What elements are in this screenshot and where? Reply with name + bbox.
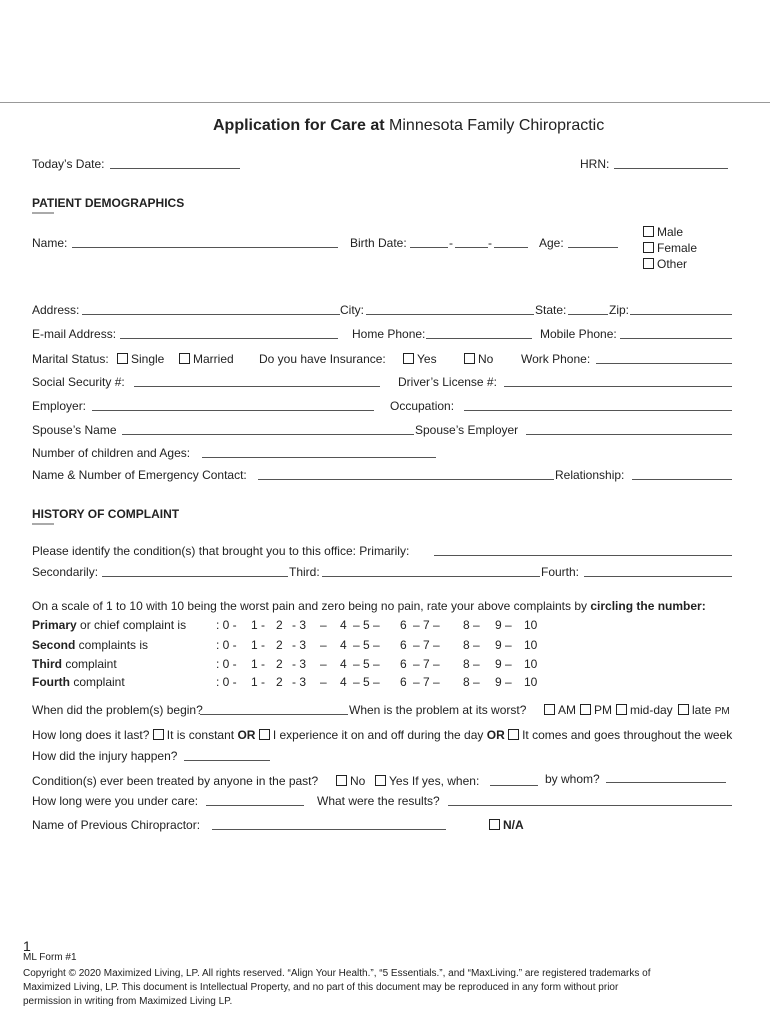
occupation-field[interactable] (464, 410, 732, 411)
checkbox-icon (544, 704, 555, 715)
rating-value[interactable]: – (320, 657, 327, 671)
rating-value[interactable]: 6 (400, 618, 407, 632)
rating-value[interactable]: - 3 (292, 638, 307, 652)
rating-row-rest: complaints is (75, 638, 149, 652)
ssn-field[interactable] (134, 386, 380, 387)
rating-value[interactable]: : 0 - (216, 618, 237, 632)
third-field[interactable] (322, 576, 540, 577)
secondarily-field[interactable] (102, 576, 288, 577)
checkbox-icon (643, 242, 654, 253)
rating-value[interactable]: 2 (276, 657, 283, 671)
worst-late-label: late (692, 703, 712, 717)
treated-yes-label: Yes If yes, when: (389, 774, 480, 788)
zip-field[interactable] (630, 314, 732, 315)
relationship-field[interactable] (632, 479, 732, 480)
comes-goes-option[interactable] (508, 728, 732, 742)
work-phone-label: Work Phone: (521, 352, 591, 366)
results-field[interactable] (448, 805, 732, 806)
scale-intro-text: On a scale of 1 to 10 with 10 being the worst pain and zero being no pain, rate your above complaints by (32, 599, 588, 613)
home-phone-label: Home Phone: (352, 327, 426, 341)
rating-value[interactable]: 2 (276, 675, 283, 689)
rating-value[interactable]: : 0 - (216, 657, 237, 671)
page-number: 1 (23, 938, 31, 954)
fourth-field[interactable] (584, 576, 732, 577)
rating-value[interactable]: – 7 – (413, 657, 440, 671)
hrn-field[interactable] (614, 168, 728, 169)
worst-pm-label: PM (594, 703, 612, 717)
insurance-no-label: No (478, 352, 494, 366)
how-injury-label: How did the injury happen? (32, 749, 178, 763)
rating-value[interactable]: – 5 – (353, 657, 380, 671)
insurance-yes-label: Yes (417, 352, 437, 366)
fourth-label: Fourth: (541, 565, 580, 579)
rating-value[interactable]: 6 (400, 638, 407, 652)
rating-value[interactable]: – 7 – (413, 638, 440, 652)
rating-value[interactable]: 1 - (251, 638, 266, 652)
treated-no[interactable] (336, 774, 365, 788)
state-label: State: (535, 303, 567, 317)
treated-yes[interactable] (375, 774, 479, 788)
checkbox-icon (464, 353, 475, 364)
rating-row-rest: or chief complaint is (76, 618, 187, 632)
constant-option[interactable] (153, 728, 234, 742)
rating-value[interactable]: 10 (524, 675, 538, 689)
city-label: City: (340, 303, 364, 317)
primarily-field[interactable] (434, 555, 732, 556)
rating-value[interactable]: 6 (400, 675, 407, 689)
rating-value[interactable]: 1 - (251, 657, 266, 671)
relationship-label: Relationship: (555, 468, 625, 482)
how-long-care-field[interactable] (206, 805, 304, 806)
insurance-yes[interactable] (403, 352, 437, 366)
worst-midday-label: mid-day (630, 703, 673, 717)
prev-chiro-label: Name of Previous Chiropractor: (32, 818, 201, 832)
checkbox-icon (336, 775, 347, 786)
how-long-last-row (32, 728, 732, 742)
address-field[interactable] (82, 314, 340, 315)
rating-value[interactable]: 1 - (251, 675, 266, 689)
rating-value[interactable]: 8 – (463, 675, 480, 689)
na-option[interactable] (489, 818, 524, 832)
children-field[interactable] (202, 457, 436, 458)
checkbox-icon (580, 704, 591, 715)
worst-late-pm-label: PM (714, 706, 730, 717)
gender-male-label: Male (657, 225, 684, 239)
by-whom-field[interactable] (606, 782, 726, 783)
gender-other[interactable] (643, 257, 687, 271)
secondarily-label: Secondarily: (32, 565, 99, 579)
rating-value[interactable]: – (320, 618, 327, 632)
spouse-employer-field[interactable] (526, 434, 732, 435)
marital-married[interactable] (179, 352, 234, 366)
spouse-name-label: Spouse’s Name (32, 423, 117, 437)
zip-label: Zip: (609, 303, 630, 317)
how-long-last-label: How long does it last? (32, 728, 150, 742)
birth-day-field[interactable] (455, 247, 488, 248)
rating-value[interactable]: – (320, 638, 327, 652)
insurance-no[interactable] (464, 352, 493, 366)
checkbox-icon (259, 729, 270, 740)
birth-year-field[interactable] (494, 247, 528, 248)
gender-female-label: Female (657, 241, 698, 255)
page-title (213, 117, 604, 135)
license-label: Driver’s License #: (398, 375, 497, 389)
copyright-line-3: permission in writing from Maximized Living LP. (23, 996, 233, 1007)
when-worst-label: When is the problem at its worst? (349, 703, 527, 717)
rating-row-bold: Fourth (32, 675, 70, 689)
worst-late[interactable] (678, 703, 730, 717)
title-clinic: Minnesota Family Chiropractic (389, 117, 605, 134)
comes-goes-label: It comes and goes throughout the week (522, 728, 733, 742)
rating-row-bold: Second (32, 638, 76, 652)
rating-value[interactable]: 4 (340, 638, 347, 652)
rating-value[interactable]: 10 (524, 638, 538, 652)
employer-field[interactable] (92, 410, 374, 411)
occupation-label: Occupation: (390, 399, 455, 413)
employer-label: Employer: (32, 399, 87, 413)
checkbox-icon (678, 704, 689, 715)
birth-month-field[interactable] (410, 247, 448, 248)
checkbox-icon (375, 775, 386, 786)
rating-value[interactable]: 10 (524, 657, 538, 671)
scale-intro-bold: circling the number: (590, 599, 706, 613)
on-off-option[interactable] (259, 728, 484, 742)
checkbox-icon (179, 353, 190, 364)
spouse-name-field[interactable] (122, 434, 414, 435)
worst-am[interactable] (544, 703, 576, 717)
gender-other-label: Other (657, 257, 688, 271)
or-label-2: OR (486, 728, 505, 742)
name-field[interactable] (72, 247, 338, 248)
marital-status-label: Marital Status: (32, 352, 109, 366)
checkbox-icon (643, 258, 654, 269)
name-label: Name: (32, 236, 68, 250)
rating-row-label (32, 618, 186, 632)
home-phone-field[interactable] (426, 338, 532, 339)
rating-value[interactable]: 4 (340, 618, 347, 632)
complaint-heading-underline (32, 523, 54, 525)
todays-date-label: Today’s Date: (32, 157, 105, 171)
rating-value[interactable]: 8 – (463, 638, 480, 652)
how-injury-field[interactable] (184, 760, 270, 761)
or-label-1: OR (237, 728, 256, 742)
rating-row-rest: complaint (62, 657, 117, 671)
emergency-field[interactable] (258, 479, 554, 480)
mobile-phone-field[interactable] (620, 338, 732, 339)
complaint-heading: HISTORY OF COMPLAINT (32, 507, 180, 521)
marital-single-label: Single (131, 352, 165, 366)
hrn-label: HRN: (580, 157, 610, 171)
identify-label: Please identify the condition(s) that brought you to this office: Primarily: (32, 544, 410, 558)
ssn-label: Social Security #: (32, 375, 125, 389)
checkbox-icon (489, 819, 500, 830)
prev-chiro-field[interactable] (212, 829, 446, 830)
title-prefix: Application for Care at (213, 117, 385, 134)
rating-value[interactable]: 9 – (495, 638, 512, 652)
rating-row-label (32, 638, 148, 652)
insurance-label: Do you have Insurance: (259, 352, 386, 366)
rating-value[interactable]: 4 (340, 675, 347, 689)
rating-row-label (32, 675, 125, 689)
treated-label: Condition(s) ever been treated by anyone in the past? (32, 774, 319, 788)
rating-value[interactable]: – 5 – (353, 638, 380, 652)
gender-male[interactable] (643, 225, 683, 239)
birth-dash-1: - (449, 236, 453, 250)
how-long-care-label: How long were you under care: (32, 794, 199, 808)
results-label: What were the results? (317, 794, 440, 808)
rating-value[interactable]: 10 (524, 618, 538, 632)
mobile-phone-label: Mobile Phone: (540, 327, 617, 341)
rating-value[interactable]: 9 – (495, 657, 512, 671)
treated-no-label: No (350, 774, 366, 788)
rating-row-bold: Primary (32, 618, 77, 632)
worst-am-label: AM (558, 703, 576, 717)
copyright-line-1: Copyright © 2020 Maximized Living, LP. All rights reserved. “Align Your Health.”, “5 Essentials.”, and “MaxLiving.” are registered trademarks of (23, 968, 651, 979)
marital-single[interactable] (117, 352, 164, 366)
top-rule (0, 102, 770, 103)
rating-value[interactable]: 9 – (495, 618, 512, 632)
form-id: ML Form #1 (23, 952, 77, 963)
children-label: Number of children and Ages: (32, 446, 191, 460)
age-field[interactable] (568, 247, 618, 248)
checkbox-icon (508, 729, 519, 740)
birth-dash-2: - (488, 236, 492, 250)
when-begin-label: When did the problem(s) begin? (32, 703, 203, 717)
rating-value[interactable]: 4 (340, 657, 347, 671)
rating-value[interactable]: – (320, 675, 327, 689)
checkbox-icon (153, 729, 164, 740)
na-label: N/A (503, 818, 524, 832)
treated-when-field[interactable] (490, 785, 538, 786)
rating-value[interactable]: – 5 – (353, 675, 380, 689)
rating-value[interactable]: 9 – (495, 675, 512, 689)
city-field[interactable] (366, 314, 534, 315)
checkbox-icon (643, 226, 654, 237)
rating-value[interactable]: - 3 (292, 618, 307, 632)
demographics-heading-underline (32, 212, 54, 214)
third-label: Third: (289, 565, 320, 579)
rating-row-rest: complaint (70, 675, 125, 689)
on-off-label: I experience it on and off during the day (272, 728, 484, 742)
birth-date-label: Birth Date: (350, 236, 407, 250)
constant-label: It is constant (166, 728, 235, 742)
emergency-label: Name & Number of Emergency Contact: (32, 468, 247, 482)
rating-value[interactable]: 8 – (463, 618, 480, 632)
rating-value[interactable]: – 7 – (413, 618, 440, 632)
demographics-heading: PATIENT DEMOGRAPHICS (32, 196, 185, 210)
checkbox-icon (403, 353, 414, 364)
marital-married-label: Married (193, 352, 234, 366)
address-label: Address: (32, 303, 80, 317)
rating-value[interactable]: : 0 - (216, 675, 237, 689)
email-field[interactable] (120, 338, 338, 339)
rating-value[interactable]: 6 (400, 657, 407, 671)
copyright-line-2: Maximized Living, LP. This document is Intellectual Property, and no part of this document may be reproduced in any form without prior (23, 982, 619, 993)
rating-value[interactable]: - 3 (292, 675, 307, 689)
worst-pm[interactable] (580, 703, 612, 717)
when-begin-field[interactable] (200, 714, 348, 715)
by-whom-label: by whom? (545, 772, 600, 786)
rating-value[interactable]: – 5 – (353, 618, 380, 632)
state-field[interactable] (568, 314, 608, 315)
age-label: Age: (539, 236, 564, 250)
gender-female[interactable] (643, 241, 697, 255)
todays-date-field[interactable] (110, 168, 240, 169)
scale-intro (32, 599, 706, 613)
rating-row-label (32, 657, 117, 671)
checkbox-icon (117, 353, 128, 364)
rating-value[interactable]: 2 (276, 638, 283, 652)
spouse-employer-label: Spouse’s Employer (415, 423, 519, 437)
rating-value[interactable]: 8 – (463, 657, 480, 671)
rating-row-bold: Third (32, 657, 62, 671)
rating-value[interactable]: : 0 - (216, 638, 237, 652)
rating-value[interactable]: - 3 (292, 657, 307, 671)
work-phone-field[interactable] (596, 363, 732, 364)
rating-value[interactable]: 2 (276, 618, 283, 632)
license-field[interactable] (504, 386, 732, 387)
worst-midday[interactable] (616, 703, 673, 717)
email-label: E-mail Address: (32, 327, 117, 341)
rating-value[interactable]: 1 - (251, 618, 266, 632)
checkbox-icon (616, 704, 627, 715)
rating-value[interactable]: – 7 – (413, 675, 440, 689)
